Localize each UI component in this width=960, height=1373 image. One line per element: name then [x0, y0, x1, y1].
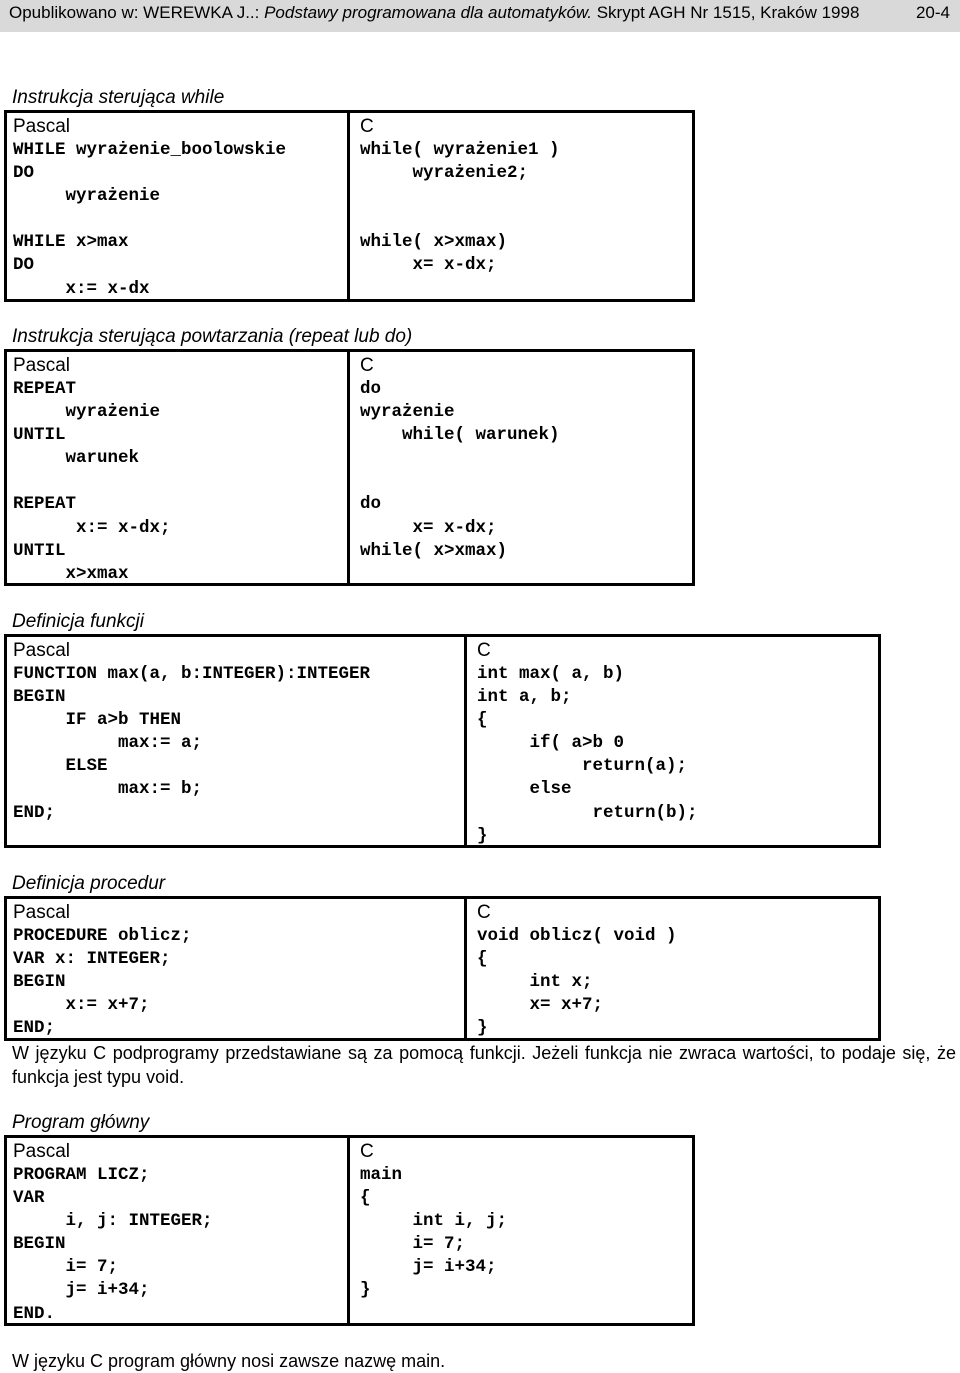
- c-code: int max( a, b) int a, b; { if( a>b 0 return(a); else return(b); }: [477, 664, 698, 846]
- repeat-comparison-table: [4, 349, 695, 586]
- program-comparison-table: [4, 1135, 695, 1326]
- program-note: W języku C program główny nosi zawsze nazwę main.: [12, 1351, 446, 1371]
- pascal-code: REPEAT wyrażenie UNTIL warunek REPEAT x:= x-dx; UNTIL x>xmax: [13, 379, 171, 584]
- c-column: [347, 1138, 692, 1323]
- c-label: C: [477, 902, 491, 923]
- while-comparison-table: [4, 110, 695, 302]
- pascal-column: [7, 637, 467, 845]
- pascal-column: [7, 113, 350, 299]
- procedure-comparison-table: [4, 896, 881, 1041]
- pascal-label: Pascal: [13, 355, 71, 376]
- function-comparison-table: [4, 634, 881, 848]
- pascal-label: Pascal: [13, 1141, 71, 1162]
- pascal-code: FUNCTION max(a, b:INTEGER):INTEGER BEGIN IF a>b THEN max:= a; ELSE max:= b; END;: [13, 664, 371, 823]
- section-title-program: Program główny: [12, 1112, 150, 1133]
- publication-info: [9, 0, 859, 26]
- book-title: Podstawy programowana dla automatyków.: [259, 3, 592, 22]
- pascal-column: [7, 352, 350, 583]
- pascal-code: WHILE wyrażenie_boolowskie DO wyrażenie WHILE x>max DO x:= x-dx: [13, 140, 287, 299]
- c-column: [347, 352, 692, 583]
- pascal-code: PROCEDURE oblicz; VAR x: INTEGER; BEGIN x:= x+7; END;: [13, 926, 192, 1039]
- page-header: [0, 0, 960, 32]
- c-code: while( wyrażenie1 ) wyrażenie2; while( x>xmax) x= x-dx;: [360, 140, 560, 276]
- pascal-label: Pascal: [13, 116, 71, 137]
- pascal-column: [7, 1138, 350, 1323]
- c-column: [464, 637, 878, 845]
- section-title-function: Definicja funkcji: [12, 611, 144, 632]
- procedure-note: W języku C podprogramy przedstawiane są za pomocą funkcji. Jeżeli funkcja nie zwraca wartości, to podaje się, że funkcja jest typu void.: [12, 1043, 956, 1087]
- c-code: main { int i, j; i= 7; j= i+34; }: [360, 1165, 508, 1301]
- pascal-label: Pascal: [13, 902, 71, 923]
- c-label: C: [477, 640, 491, 661]
- publication-prefix: Opublikowano w: WEREWKA J..:: [9, 3, 260, 22]
- pascal-label: Pascal: [13, 640, 71, 661]
- c-label: C: [360, 1141, 374, 1162]
- section-title-while: Instrukcja sterująca while: [12, 87, 225, 108]
- c-column: [347, 113, 692, 299]
- section-title-repeat: Instrukcja sterująca powtarzania (repeat lub do): [12, 326, 413, 347]
- c-label: C: [360, 355, 374, 376]
- publication-suffix: Skrypt AGH Nr 1515, Kraków 1998: [592, 3, 860, 22]
- c-code: void oblicz( void ) { int x; x= x+7; }: [477, 926, 677, 1039]
- pascal-code: PROGRAM LICZ; VAR i, j: INTEGER; BEGIN i= 7; j= i+34; END.: [13, 1165, 213, 1324]
- c-code: do wyrażenie while( warunek) do x= x-dx; while( x>xmax): [360, 379, 560, 561]
- page-number: 20-4: [915, 3, 950, 22]
- pascal-column: [7, 899, 467, 1038]
- c-label: C: [360, 116, 374, 137]
- section-title-procedure: Definicja procedur: [12, 873, 166, 894]
- c-column: [464, 899, 878, 1038]
